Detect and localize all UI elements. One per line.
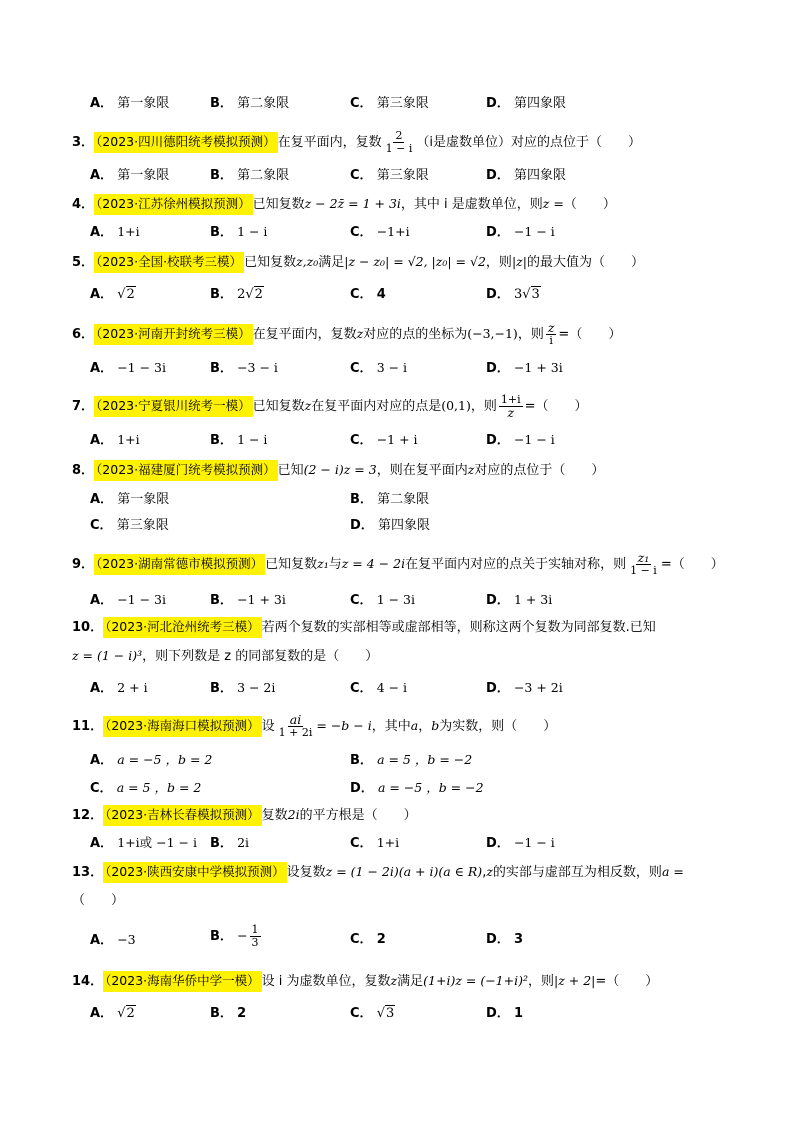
option-b[interactable]: B． 第二象限	[210, 96, 290, 111]
option-b[interactable]: B． 2√2	[210, 287, 263, 302]
option-row	[90, 285, 754, 305]
option-row	[90, 923, 754, 950]
option-c[interactable]: C． 4 − i	[350, 680, 408, 696]
option-d[interactable]: D． 3	[486, 932, 523, 947]
option-d[interactable]: D． 第四象限	[486, 96, 566, 111]
question-4: 4． （2023·江苏徐州模拟预测） 已知复数z − 2z̄ = 1 + 3i，其中 i 是虚数单位，则z =（ ）	[72, 194, 734, 215]
option-a[interactable]: A． 第一象限	[90, 168, 170, 183]
option-d[interactable]: D． −1 + 3i	[486, 360, 563, 376]
option-c[interactable]: C． 2	[350, 932, 386, 947]
question-number: 7．	[72, 399, 95, 414]
question-3: 3． （2023·四川德阳统考模拟预测） 在复平面内，复数 $\frac{2}{1 - i}$ （i是虚数单位）对应的点位于（ ）	[72, 129, 641, 155]
option-row	[90, 778, 754, 798]
option-row	[90, 430, 754, 450]
option-b[interactable]: B． a = 5 ，b = −2	[350, 752, 473, 768]
option-b[interactable]: B． − $\frac{1}{3}$	[210, 923, 259, 949]
question-12: 12． （2023·吉林长春模拟预测） 复数2i的平方根是（ ）	[72, 805, 734, 826]
source-highlight: （2023·宁夏银川统考一模）	[94, 396, 253, 417]
option-row	[90, 750, 754, 770]
option-a[interactable]: A． −1 − 3i	[90, 360, 167, 376]
sqrt-symbol: √2	[117, 287, 135, 302]
source-highlight: （2023·湖南常德市模拟预测）	[94, 554, 265, 575]
question-11: 11． （2023·海南海口模拟预测） 设 $\frac{ai}{1 + 2i}$ = −b − i，其中a，b为实数，则（ ）	[72, 712, 557, 739]
option-a[interactable]: A． −1 − 3i	[90, 592, 167, 608]
source-highlight: （2023·吉林长春模拟预测）	[103, 805, 262, 826]
fraction: $\frac{z}{i}$	[547, 320, 555, 347]
question-number: 12．	[72, 808, 104, 823]
source-highlight: （2023·福建厦门统考模拟预测）	[94, 460, 278, 481]
question-number: 14．	[72, 974, 104, 989]
question-number: 9．	[72, 557, 95, 572]
option-row	[90, 166, 754, 186]
question-13-line-2: （ ）	[72, 893, 125, 908]
option-row	[90, 94, 754, 114]
option-d[interactable]: D． −1 − i	[486, 835, 555, 851]
option-c[interactable]: C． 第三象限	[350, 96, 429, 111]
question-number: 13．	[72, 865, 104, 880]
source-highlight: （2023·四川德阳统考模拟预测）	[94, 132, 278, 153]
source-highlight: （2023·陕西安康中学模拟预测）	[103, 862, 287, 883]
source-highlight: （2023·河北沧州统考三模）	[103, 617, 262, 638]
question-6: 6． （2023·河南开封统考三模） 在复平面内，复数z对应的点的坐标为(−3,−1)，则 $\frac{z}{i}$ =（ ）	[72, 320, 622, 347]
option-c[interactable]: C． −1 + i	[350, 432, 418, 448]
source-highlight: （2023·河南开封统考三模）	[94, 324, 253, 345]
option-c[interactable]: C． 第三象限	[90, 518, 169, 533]
option-b[interactable]: B． −3 − i	[210, 360, 278, 376]
question-9: 9． （2023·湖南常德市模拟预测） 已知复数z₁与z = 4 − 2i在复平面内对应的点关于实轴对称，则 $\frac{\text{z₁}}{1 - i}$ =（ ）	[72, 550, 724, 577]
option-c[interactable]: C． 4	[350, 287, 386, 302]
fraction: $\frac{2}{1 - i}$	[385, 129, 413, 155]
question-7: 7． （2023·宁夏银川统考一模） 已知复数z在复平面内对应的点是(0,1)，则 $\frac{1+i}{z}$ =（ ）	[72, 393, 588, 420]
option-row	[90, 516, 754, 536]
option-d[interactable]: D． −3 + 2i	[486, 680, 563, 696]
option-b[interactable]: B． 第二象限	[350, 492, 430, 507]
option-c[interactable]: C． 3 − i	[350, 360, 408, 376]
source-highlight: （2023·海南海口模拟预测）	[103, 716, 262, 737]
source-highlight: （2023·江苏徐州模拟预测）	[94, 194, 253, 215]
question-10-line-2: z = (1 − i)³，则下列数是 z 的同部复数的是（ ）	[72, 648, 379, 664]
option-a[interactable]: A． 1+i	[90, 432, 140, 448]
option-b[interactable]: B． 1 − i	[210, 224, 268, 240]
option-c[interactable]: C． a = 5 ，b = 2	[90, 780, 202, 796]
option-a[interactable]: A． −3	[90, 932, 136, 948]
option-row	[90, 222, 754, 242]
option-c[interactable]: C． −1+i	[350, 224, 410, 240]
option-b[interactable]: B． 2i	[210, 835, 250, 851]
question-8: 8． （2023·福建厦门统考模拟预测） 已知(2 − i)z = 3，则在复平面内z对应的点位于（ ）	[72, 460, 734, 481]
option-a[interactable]: A． 第一象限	[90, 492, 170, 507]
question-13: 13． （2023·陕西安康中学模拟预测） 设复数z = (1 − 2i)(a + i)(a ∈ R),z的实部与虚部互为相反数，则a =	[72, 862, 734, 883]
question-number: 8．	[72, 463, 95, 478]
option-d[interactable]: D． 第四象限	[486, 168, 566, 183]
option-d[interactable]: D． a = −5 ，b = −2	[350, 780, 484, 796]
option-b[interactable]: B． 3 − 2i	[210, 680, 276, 696]
question-number: 11．	[72, 719, 104, 734]
option-row	[90, 1004, 754, 1024]
question-10: 10． （2023·河北沧州统考三模） 若两个复数的实部相等或虚部相等，则称这两个复数为同部复数.已知	[72, 617, 734, 638]
option-a[interactable]: A． 2 + i	[90, 680, 148, 696]
option-a[interactable]: A． √2	[90, 287, 135, 302]
source-highlight: （2023·全国·校联考三模）	[94, 252, 244, 273]
option-a[interactable]: A． 第一象限	[90, 96, 170, 111]
option-row	[90, 833, 754, 853]
fraction: $\frac{\text{z₁}}{1 - i}$	[630, 550, 657, 577]
option-d[interactable]: D． 1 + 3i	[486, 592, 553, 608]
option-row	[90, 678, 754, 698]
question-14: 14． （2023·海南华侨中学一模） 设 i 为虚数单位，复数z满足(1+i)z = (−1+i)²，则|z + 2|=（ ）	[72, 971, 734, 992]
option-c[interactable]: C． 第三象限	[350, 168, 429, 183]
option-a[interactable]: A． a = −5 ，b = 2	[90, 752, 213, 768]
option-c[interactable]: C． √3	[350, 1006, 395, 1021]
fraction: $\frac{ai}{1 + 2i}$	[278, 712, 313, 739]
fraction: $\frac{1}{3}$	[251, 923, 259, 949]
question-5: 5． （2023·全国·校联考三模） 已知复数z,z₀满足|z − z₀| = √2, |z₀| = √2，则|z|的最大值为（ ）	[72, 252, 734, 273]
source-highlight: （2023·海南华侨中学一模）	[103, 971, 262, 992]
option-a[interactable]: A． 1+i或 −1 − i	[90, 835, 197, 851]
option-b[interactable]: B． 2	[210, 1006, 247, 1021]
option-row	[90, 590, 754, 610]
option-c[interactable]: C． 1+i	[350, 835, 400, 851]
option-b[interactable]: B． −1 + 3i	[210, 592, 286, 608]
option-d[interactable]: D． 第四象限	[350, 518, 430, 533]
option-row	[90, 358, 754, 378]
option-d[interactable]: D． 3√3	[486, 287, 540, 302]
fraction: $\frac{1+i}{z}$	[500, 393, 521, 420]
option-row	[90, 490, 754, 510]
option-d[interactable]: D． −1 − i	[486, 224, 555, 240]
option-b[interactable]: B． 第二象限	[210, 168, 290, 183]
option-d[interactable]: D． 1	[486, 1006, 523, 1021]
question-number: 4．	[72, 197, 95, 212]
question-number: 3．	[72, 135, 95, 150]
option-d[interactable]: D． −1 − i	[486, 432, 555, 448]
option-c[interactable]: C． 1 − 3i	[350, 592, 416, 608]
question-number: 10．	[72, 620, 104, 635]
option-a[interactable]: A． 1+i	[90, 224, 140, 240]
option-a[interactable]: A． √2	[90, 1006, 135, 1021]
question-number: 5．	[72, 255, 95, 270]
option-b[interactable]: B． 1 − i	[210, 432, 268, 448]
question-number: 6．	[72, 327, 95, 342]
